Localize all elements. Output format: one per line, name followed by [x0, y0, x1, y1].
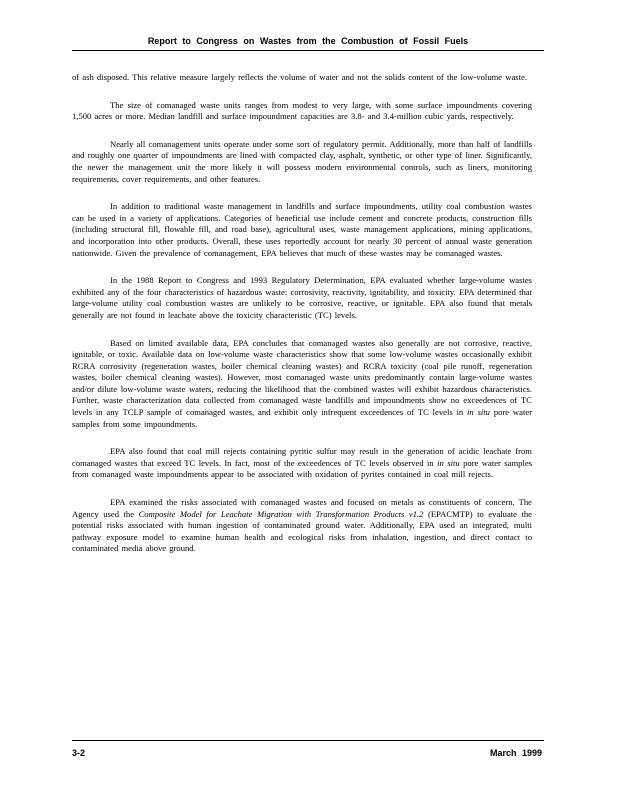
paragraph: EPA examined the risks associated with comanaged wastes and focused on metals as constituents of concern. The Agency used the Composite Model for Leachate Migration with Transformation Products v1.2 (EPACMTP) to evaluate the potential risks associated with human ingestion of contaminated ground water. Additionally, EPA used an integrated, multi pathway exposure model to examine human health and ecological risks from inhalation, ingestion, and direct contact to contaminated media above ground. — [72, 497, 532, 554]
paragraph: EPA also found that coal mill rejects containing pyritic sulfur may result in the generation of acidic leachate from comanaged wastes that exceed TC levels. In fact, most of the exceedences of TC levels observed in in situ pore water samples from comanaged waste impoundments appear to be associated with oxidation of pyrites contained in coal mill rejects. — [72, 446, 532, 480]
paragraph: In the 1988 Report to Congress and 1993 Regulatory Determination, EPA evaluated whether large-volume wastes exhibited any of the four characteristics of hazardous waste: corrosivity, reactivity, ignitability, and toxicity. EPA determined that large-volume utility coal combustion wastes are unlikely to be corrosive, reactive, or ignitable. EPA also found that metals generally are not found in leachate above the toxicity characteristic (TC) levels. — [72, 275, 532, 320]
page-number: 3-2 — [72, 748, 86, 758]
paragraph: The size of comanaged waste units ranges from modest to very large, with some surface impoundments covering 1,500 acres or more. Median landfill and surface impoundment capacities are 3.8- and 3.4-million cubic yards, respectively. — [72, 99, 532, 122]
body-text — [72, 72, 532, 571]
running-header: Report to Congress on Wastes from the Combustion of Fossil Fuels — [147, 36, 469, 46]
footer-rule — [72, 740, 544, 741]
paragraph: Nearly all comanagement units operate under some sort of regulatory permit. Additionally, more than half of landfills and roughly one quarter of impoundments are lined with compacted clay, asphalt, synthetic, or other type of liner. Significantly, the newer the management unit the more likely it will possess modern environmental controls, such as liners, monitoring requirements, cover requirements, and other features. — [72, 138, 532, 184]
header-rule — [72, 50, 544, 51]
paragraph: Based on limited available data, EPA concludes that comanaged wastes also generally are not corrosive, reactive, ignitable, or toxic. Available data on low-volume waste characteristics show that some low-volume wastes occasionally exhibit RCRA corrosivity (regeneration wastes, boiler chemical cleaning wastes) and RCRA toxicity (coal pile runoff, regeneration wastes, boiler chemical cleaning wastes). However, most comanaged waste units predominantly contain large-volume wastes and/or dilute low-volume waste waters, reducing the likelihood that the combined wastes will exhibit hazardous characteristics. Further, waste characterization data collected from comanaged waste landfills and impoundments show no exceedences of TC levels in any TCLP sample of comanaged wastes, and exhibit only infrequent exceedences of TC levels in in situ pore water samples from some impoundments. — [72, 337, 533, 429]
publication-date: March 1999 — [489, 748, 542, 758]
paragraph: of ash disposed. This relative measure largely reflects the volume of water and not the solids content of the low-volume waste. — [72, 72, 527, 82]
paragraph: In addition to traditional waste management in landfills and surface impoundments, utility coal combustion wastes can be used in a variety of applications. Categories of beneficial use include cement and concrete products, construction fills (including structural fill, flowable fill, and road base), agricultural uses, waste management applications, mining applications, and incorporation into other products. Overall, these uses reportedly account for nearly 30 percent of annual waste generation nationwide. Given the prevalence of comanagement, EPA believes that much of these wastes may be comanaged wastes. — [72, 201, 532, 258]
